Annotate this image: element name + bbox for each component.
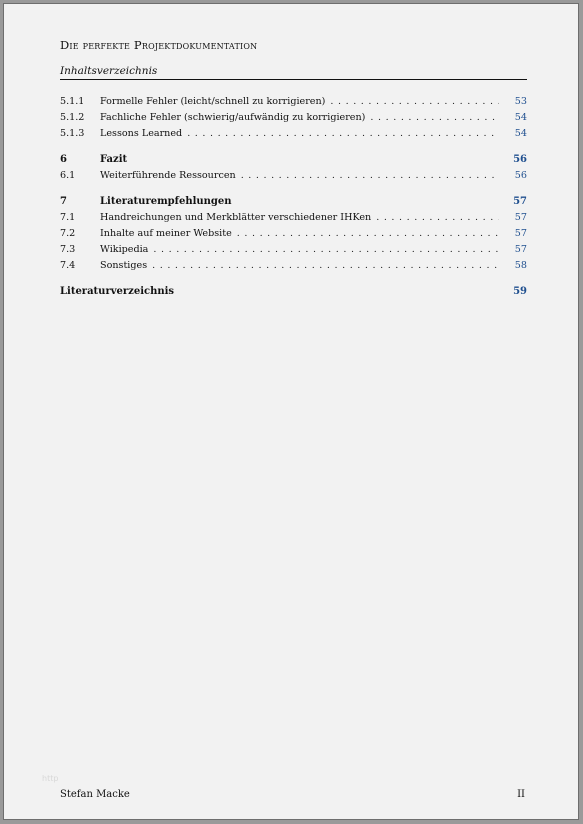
toc-leader-dots (241, 168, 499, 184)
toc-entry-title: Literaturempfehlungen (100, 196, 232, 207)
toc-entry-number: 7 (60, 196, 67, 207)
header-rule (60, 79, 527, 80)
toc-entry-number: 5.1.3 (60, 128, 85, 139)
toc-entry-number: 7.3 (60, 244, 76, 255)
toc-page-link[interactable]: 57 (514, 228, 527, 239)
toc-page-link[interactable]: 58 (514, 260, 527, 271)
toc-entry-title: Fachliche Fehler (schwierig/aufwändig zu korrigieren) (100, 112, 366, 123)
toc-entry[interactable] (60, 258, 527, 274)
toc-entry[interactable] (60, 210, 527, 226)
toc-leader-dots (376, 210, 499, 226)
footer-author: Stefan Macke (60, 789, 130, 800)
toc-page-link[interactable]: 56 (513, 154, 527, 165)
toc-entry[interactable] (60, 126, 527, 142)
toc-entry-title: Inhalte auf meiner Website (100, 228, 232, 239)
toc-page-link[interactable]: 53 (514, 96, 527, 107)
toc-entry-number: 7.2 (60, 228, 76, 239)
toc-leader-dots (330, 94, 499, 110)
toc-chapter-entry[interactable] (60, 152, 527, 168)
toc-entry-title: Handreichungen und Merkblätter verschiedener IHKen (100, 212, 372, 223)
toc-entry-number: 5.1.1 (60, 96, 85, 107)
toc-leader-dots (153, 242, 499, 258)
toc-page-link[interactable]: 54 (514, 128, 527, 139)
section-heading: Inhaltsverzeichnis (60, 65, 158, 77)
toc-entry-title: Wikipedia (100, 244, 149, 255)
toc-entry-title: Formelle Fehler (leicht/schnell zu korrigieren) (100, 96, 326, 107)
toc-entry-number: 5.1.2 (60, 112, 85, 123)
toc-page-link[interactable]: 57 (514, 212, 527, 223)
toc-entry-number: 7.4 (60, 260, 76, 271)
toc-leader-dots (152, 258, 499, 274)
running-head: Die perfekte Projektdokumentation (60, 38, 258, 52)
toc-page-link[interactable]: 59 (513, 286, 527, 297)
toc-entry-title: Fazit (100, 154, 128, 165)
table-of-contents (60, 94, 527, 300)
document-page (3, 3, 579, 820)
toc-page-link[interactable]: 57 (514, 244, 527, 255)
toc-entry-number: 6.1 (60, 170, 76, 181)
footer-page-number: II (517, 789, 525, 800)
toc-entry-title: Sonstiges (100, 260, 148, 271)
toc-chapter-entry[interactable] (60, 194, 527, 210)
toc-entry[interactable] (60, 110, 527, 126)
toc-page-link[interactable]: 54 (514, 112, 527, 123)
watermark-text: http (42, 774, 59, 783)
toc-leader-dots (187, 126, 499, 142)
toc-page-link[interactable]: 57 (513, 196, 527, 207)
toc-entry[interactable] (60, 242, 527, 258)
toc-leader-dots (370, 110, 499, 126)
toc-entry[interactable] (60, 94, 527, 110)
toc-entry[interactable] (60, 168, 527, 184)
toc-entry-title: Literaturverzeichnis (60, 286, 175, 297)
toc-chapter-entry[interactable] (60, 284, 527, 300)
toc-entry-title: Weiterführende Ressourcen (100, 170, 236, 181)
toc-entry-number: 6 (60, 154, 67, 165)
toc-leader-dots (237, 226, 499, 242)
toc-entry[interactable] (60, 226, 527, 242)
toc-entry-number: 7.1 (60, 212, 76, 223)
toc-page-link[interactable]: 56 (514, 170, 527, 181)
toc-entry-title: Lessons Learned (100, 128, 183, 139)
